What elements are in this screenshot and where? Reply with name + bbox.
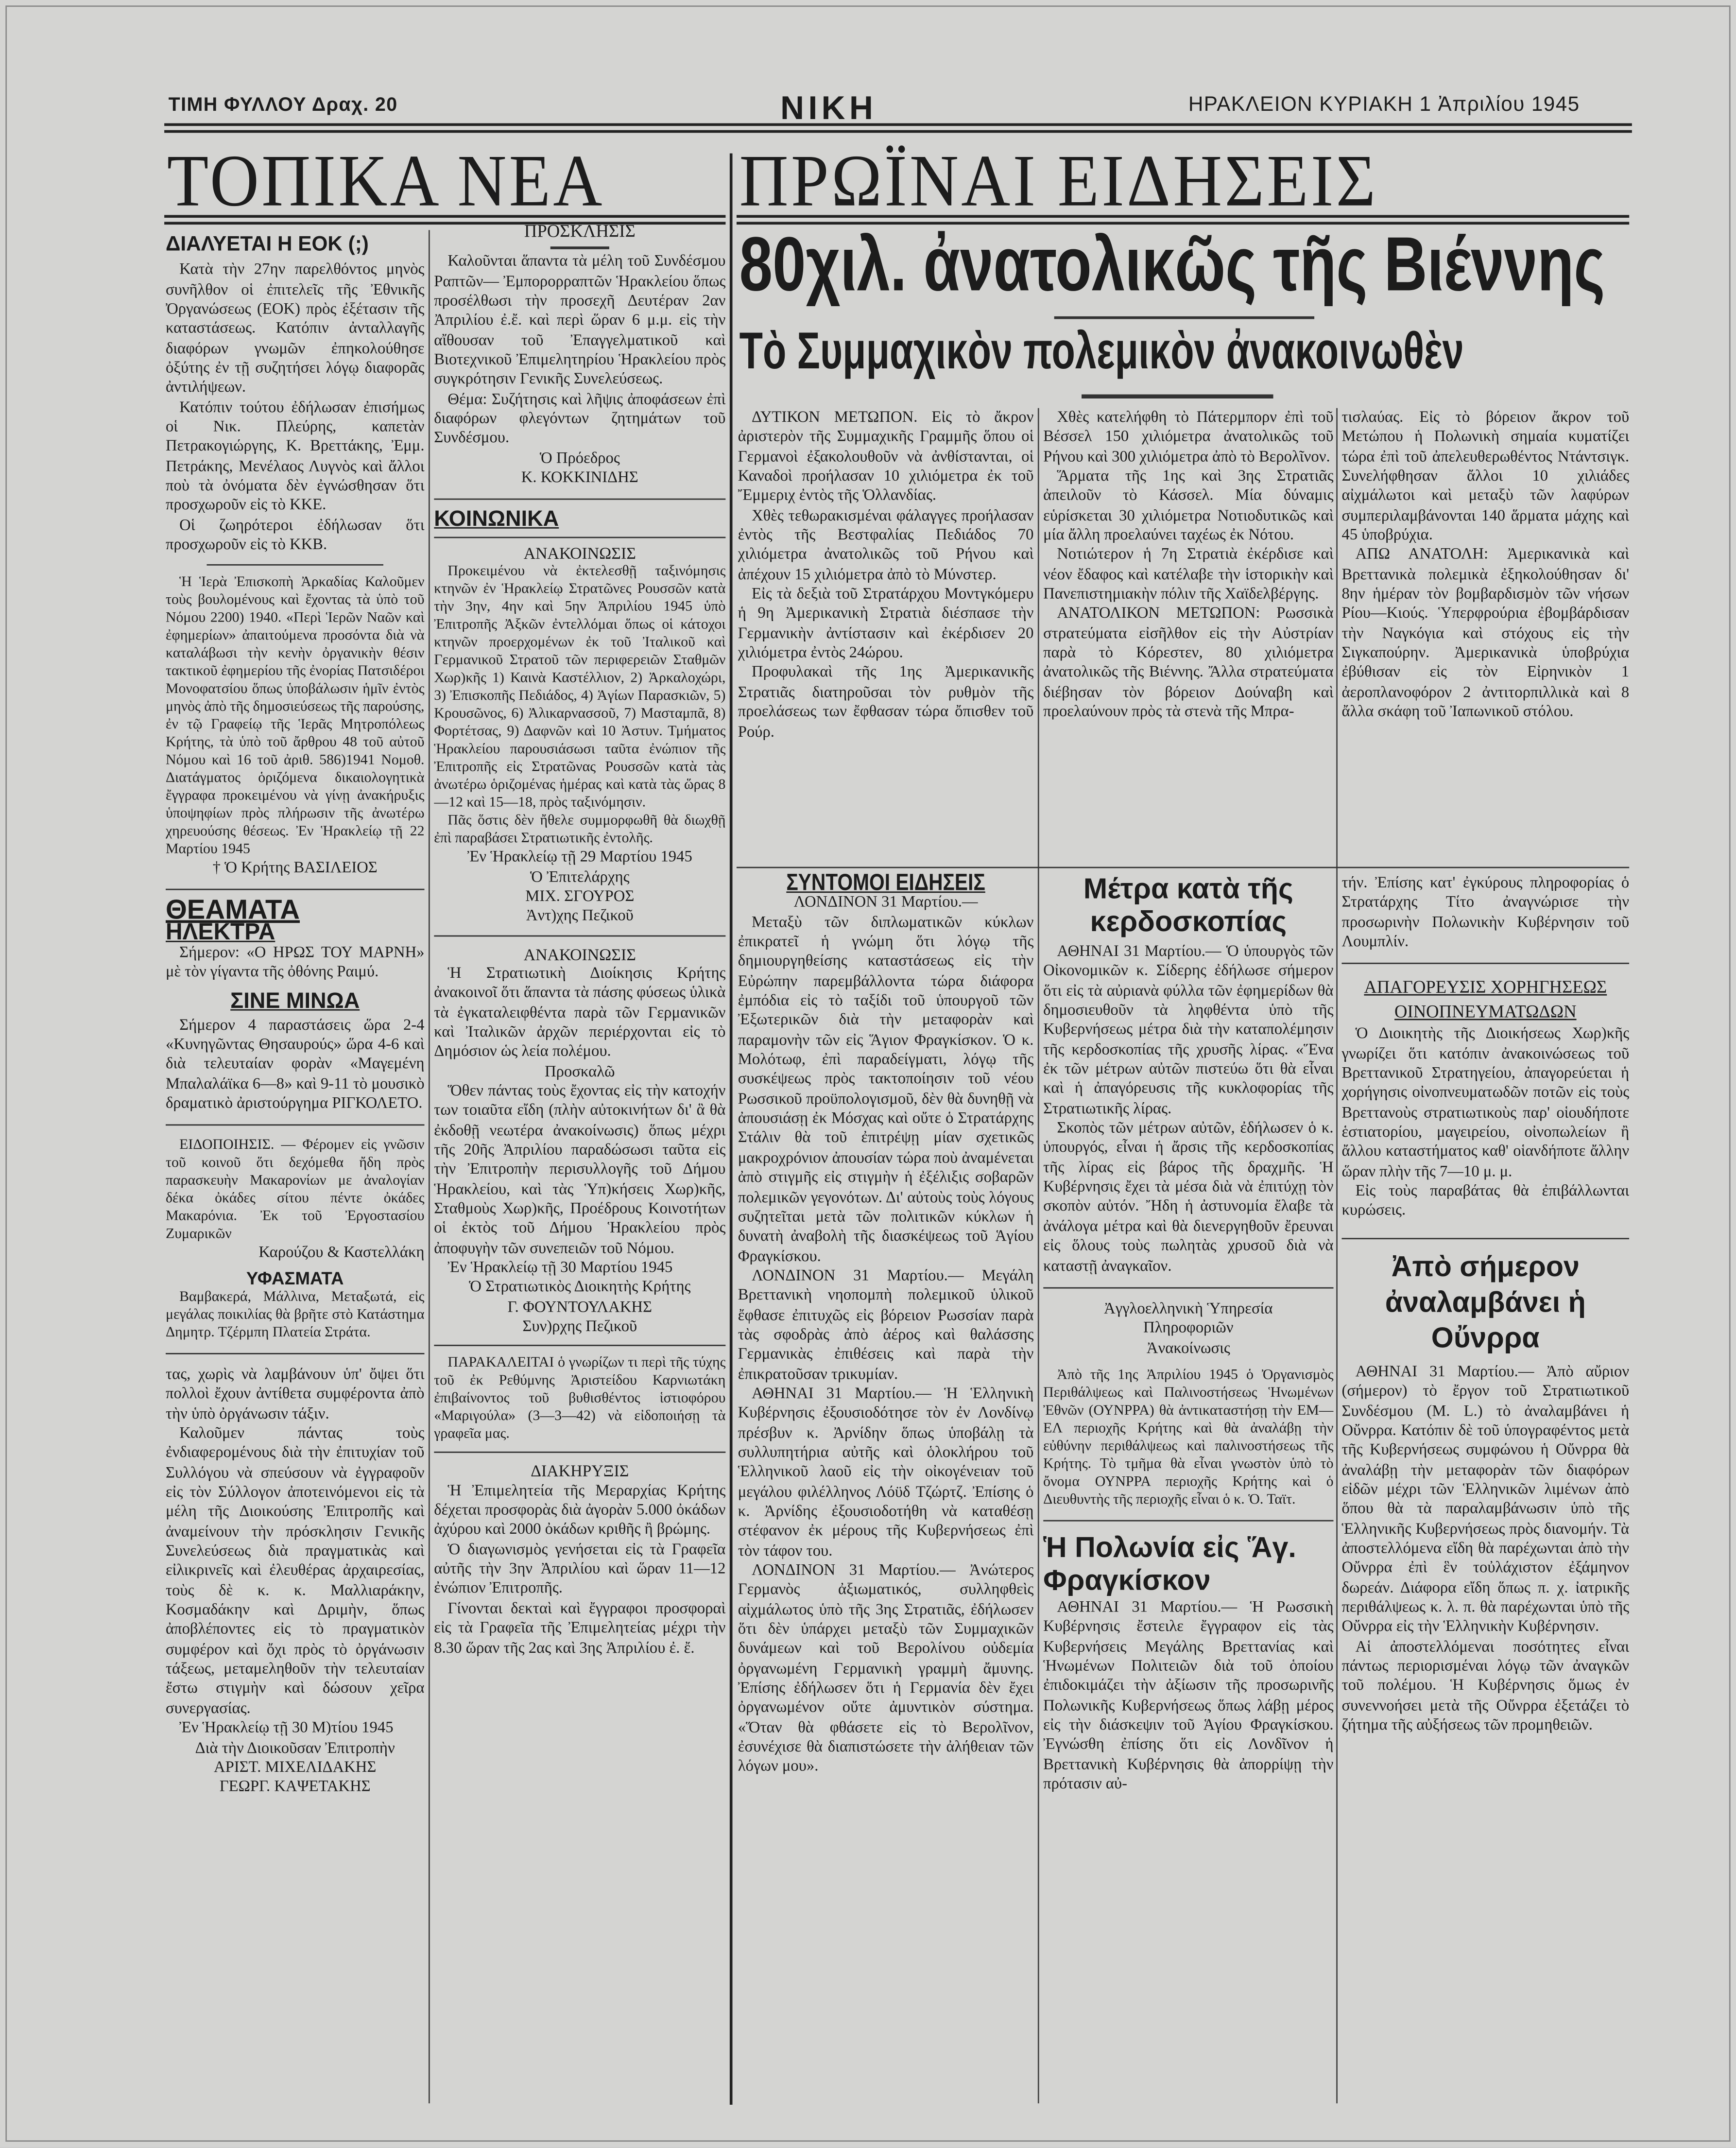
paragraph: Ὅθεν πάντας τοὺς ἔχοντας εἰς τὴν κατοχήν των τοιαῦτα εἴδη (πλὴν αὐτοκινήτων δι' ἃ θὰ ἐκδοθῇ νεωτέρα ἀνακοίνωσις) ὅπως μέχρι τῆς 20ῆς Ἀπριλίου παραδώσωσι ταῦτα εἰς τὴν Ἐπιτροπὴν περισυλλογῆς τοῦ Δήμου Ἡρακλείου, καὶ τὰς Ὑπ)κήσεις Χωρ)κῆς, Σταθμοὺς Χωρ)κῆς, Προέδρους Κοινοτήτων οἱ ἐκτὸς τοῦ Δήμου Ἡρακλείου πρὸς ἀποφυγὴν τῶν συνεπειῶν τοῦ Νόμου.	[434, 1081, 726, 1257]
lead-column-b	[1043, 408, 1333, 863]
price: ΤΙΜΗ ΦΥΛΛΟΥ Δραχ. 20	[168, 93, 398, 115]
column-short-news	[738, 874, 1034, 2106]
column-divider	[1336, 408, 1338, 2103]
section-morning-news: ΠΡΩΪΝΑΙ ΕΙΔΗΣΕΙΣ	[739, 139, 1378, 222]
paragraph: Μεταξὺ τῶν διπλωματικῶν κύκλων ἐπικρατεῖ ἡ γνώμη ὅτι λόγῳ τῆς δημιουργηθείσης καταστάσεως εἰς τὴν Εὐρώπην παρεμβάλλοντα τώρα διάφορα ἐμπόδια εἰς τὸ ταξίδι τοῦ ὑπουργοῦ τῶν Ἐξωτερικῶν διὰ τὴν μεταφορὰν καὶ παραμονὴν τῶν εἰς Ἅγιον Φραγκίσκον. Ὁ κ. Μολότωφ, ἐπὶ παραδείγματι, λόγῳ τῆς συσκέψεως πρὸς τακτοποίησιν τοῦ νέου Ρωσσικοῦ προϋπολογισμοῦ, δὲν θὰ δυνηθῇ νὰ ἀπουσιάσῃ ἐκ Μόσχας καὶ οὔτε ὁ Στρατάρχης Στάλιν θὰ τοῦ ἐπιτρέψῃ μίαν σχετικῶς μακροχρόνιον ἀπουσίαν τώρα ποὺ ἀναμένεται ἀπὸ στιγμῆς εἰς στιγμὴν ἡ ἐξέλιξις σοβαρῶν πολεμικῶν γεγονότων. Δι' αὐτοὺς τοὺς λόγους συζητεῖται μετὰ τῶν πολιτικῶν κύκλων ἡ δυνατὴ ἀναβολὴ τῆς διασκέψεως τοῦ Ἁγίου Φραγκίσκου.	[738, 913, 1034, 1265]
paragraph: ΕΙΔΟΠΟΙΗΣΙΣ. — Φέρομεν εἰς γνῶσιν τοῦ κοινοῦ ὅτι δεχόμεθα ἤδη πρὸς παρασκευὴν Μακαρονίων με ἀναλογίαν δέκα ὀκάδες σίτου πέντε ὀκάδες Μακαρόνια. Ἐκ τοῦ Ἐργοστασίου Ζυμαρικῶν	[165, 1138, 425, 1243]
heading: Ἀνακοίνωσις	[1146, 1338, 1230, 1357]
paragraph: Θέμα: Συζήτησις καὶ λῆψις ἀποφάσεων ἐπὶ διαφόρων φλεγόντων ζητημάτων τοῦ Συνδέσμου.	[434, 390, 726, 447]
paragraph: Ἀπὸ τῆς 1ης Ἀπριλίου 1945 ὁ Ὀργανισμὸς Περιθάλψεως καὶ Παλινοστήσεως Ἡνωμένων Ἐθνῶν (ΟΥΝΡΡΑ) θὰ ἀντικαταστήσῃ τὴν ΕΜ—ΕΛ περιοχῆς Κρήτης καὶ θὰ ἀναλάβῃ τὴν εὐθύνην περιθάλψεως καὶ παλινοστήσεως τῆς Κρήτης. Τὸ τμῆμα θὰ εἶναι γνωστὸν ὑπὸ τὸ ὄνομα ΟΥΝΡΡΑ περιοχῆς Κρήτης καὶ ὁ Διευθυντὴς τῆς περιοχῆς εἶναι ὁ κ. Ὁ. Ταϊτ.	[1043, 1368, 1334, 1508]
lead-subheadline: Τὸ Συμμαχικὸν πολεμικὸν ἀνακοινωθὲν	[739, 323, 1464, 381]
heading-anakoinosis: ΑΝΑΚΟΙΝΩΣΙΣ	[523, 944, 636, 964]
heading-sine-minoa: ΣΙΝΕ ΜΙΝΩΑ	[230, 990, 360, 1014]
signature: Ὁ Στρατιωτικὸς Διοικητὴς Κρήτης	[469, 1278, 691, 1296]
paragraph: Καλοῦνται ἅπαντα τὰ μέλη τοῦ Συνδέσμου Ραπτῶν— Ἐμπορορραπτῶν Ἡρακλείου ὅπως προσέλθωσι τὴν προσεχῆ Δευτέραν 2αν Ἀπριλίου ἐ.ἔ. καὶ περὶ ὥραν 6 μ.μ. εἰς τὴν αἴθουσαν τοῦ Ἐπαγγελματικοῦ καὶ Βιοτεχνικοῦ Ἐπιμελητηρίου Ἡρακλείου πρὸς συγκρότησιν Γενικῆς Συνελεύσεως.	[434, 252, 726, 388]
column-measures	[1043, 874, 1333, 2106]
paragraph: Ἐν Ἡρακλείῳ τῇ 30 Μ)τίου 1945	[179, 1718, 394, 1737]
paragraph: ΑΘΗΝΑΙ 31 Μαρτίου.— Ἡ Ἑλληνικὴ Κυβέρνησις ἐξουσιοδότησε τὸν ἐν Λονδίνῳ πρέσβυν κ. Ἀρνίδην ὅπως ὑποβάλῃ τὰ συλλυπητήρια αὐτῆς καὶ ὁλοκλήρου τοῦ Ἑλληνικοῦ λαοῦ εἰς τὴν οἰκογένειαν τοῦ μεγάλου φιλέλληνος Λόϋδ Τζώρτζ. Ἐπίσης ὁ κ. Ἀρνίδης ἐξουσιοδοτήθη νὰ καταθέσῃ στέφανον ἐκ μέρους τῆς Κυβερνήσεως ἐπὶ τὸν τάφον του.	[738, 1384, 1034, 1559]
rule	[737, 867, 1629, 868]
paragraph: τήν. Ἐπίσης κατ' ἐγκύρους πληροφορίας ὁ Στρατάρχης Τίτο ἀναγνώρισε τὴν προσωρινὴν Πολωνικὴν Κυβέρνησιν τοῦ Λουμπλίν.	[1341, 873, 1630, 951]
rule	[434, 935, 725, 936]
rule	[166, 1125, 425, 1126]
paragraph: ΑΘΗΝΑΙ 31 Μαρτίου.— Ἡ Ρωσσικὴ Κυβέρνησις ἔστειλε ἔγγραφον εἰς τὰς Κυβερνήσεις Μεγάλης Βρεττανίας καὶ Ἡνωμένων Πολιτειῶν διὰ τοῦ ὁποίου ἐπιδοκιμάζει τὴν ἀξίωσιν τῆς προσωρινῆς Πολωνικῆς Κυβερνήσεως ὅπως λάβῃ μέρος εἰς τὴν διάσκεψιν τοῦ Ἁγίου Φραγκίσκου. Ἐγνώσθη ἐπίσης ὅτι εἰς Λονδῖνον ἡ Βρεττανικὴ Κυβέρνησις θὰ ἀπορρίψῃ τὴν πρότασιν αὐ-	[1043, 1598, 1334, 1793]
dateline: ΛΟΝΔΙΝΟΝ 31 Μαρτίου.—	[793, 893, 978, 911]
heading-short-news: ΣΥΝΤΟΜΟΙ ΕΙΔΗΣΕΙΣ	[786, 873, 985, 896]
rule	[1043, 1287, 1333, 1288]
rule	[434, 537, 725, 538]
paragraph: Ἡ Ἐπιμελητεία τῆς Μεραρχίας Κρήτης δέχεται προσφορὰς διὰ ἀγορὰν 5.000 ὀκάδων ἀχύρου καὶ 2000 ὀκάδων κριθῆς ἢ βρώμης.	[434, 1481, 726, 1539]
paragraph: Ἅρματα τῆς 1ης καὶ 3ης Στρατιᾶς ἀπειλοῦν τὸ Κάσσελ. Μία δύναμις εὑρίσκεται 30 χιλιόμετρα Νοτιοδυτικῶς καὶ μία ἄλλη προελαύνει ταχέως ἐκ Νότου.	[1043, 467, 1334, 544]
heading-anakoinosis: ΑΝΑΚΟΙΝΩΣΙΣ	[523, 543, 636, 563]
paragraph: ΔΥΤΙΚΟΝ ΜΕΤΩΠΟΝ. Εἰς τὸ ἄκρον ἀριστερὸν τῆς Συμμαχικῆς Γραμμῆς ὅπου οἱ Γερμανοὶ ἐξακολουθοῦν νὰ ἀνθίστανται, οἱ Καναδοὶ προήλασαν 10 χιλιόμετρα ἐκ τοῦ Ἔμμεριχ ἐντὸς τῆς Ὁλλανδίας.	[738, 408, 1034, 505]
paragraph: Σήμερον: «Ο ΗΡΩΣ ΤΟΥ ΜΑΡΝΗ» μὲ τὸν γίγαντα τῆς ὀθόνης Ραιμύ.	[165, 943, 425, 981]
paragraph: ΛΟΝΔΙΝΟΝ 31 Μαρτίου.— Ἀνώτερος Γερμανὸς ἀξιωματικός, συλληφθεὶς αἰχμάλωτος ὑπὸ τῆς 3ης Στρατιᾶς, ἐδήλωσεν ὅτι δὲν ὑπάρχει μεταξὺ τῶν Συμμαχικῶν δυνάμεων καὶ τοῦ Βερολίνου οὐδεμία ὀργανωμένη Γερμανικὴ γραμμὴ ἄμυνης. Ἐπίσης ἐδήλωσεν ὅτι ἡ Γερμανία δὲν ἔχει ὀργανωμένον οὔτε ἀμυντικὸν σύστημα. «Ὅταν θὰ φθάσετε εἰς τὸ Βερολῖνον, ἐσυνέχισε θὰ διαπιστώσετε τὴν ἀλήθειαν τῶν λόγων μου».	[738, 1561, 1034, 1776]
signature: ΑΡΙΣΤ. ΜΙΧΕΛΙΔΑΚΗΣ	[214, 1758, 377, 1776]
signature: Ὁ Ἐπιτελάρχης	[530, 867, 630, 885]
signature: Καρούζου & Καστελλάκη	[258, 1244, 425, 1262]
heading-theamata: ΘΕΑΜΑΤΑ	[165, 895, 300, 926]
paragraph: Αἱ ἀποστελλόμεναι ποσότητες εἶναι πάντως περιορισμέναι λόγῳ τῶν ἀναγκῶν τοῦ πολέμου. Ἡ Κυβέρνησις ὅμως ἐν συνεννοήσει μετὰ τῆς Οὔνρρα ἐξετάζει τὸ ζήτημα τῆς αὐξήσεως τῶν προμηθειῶν.	[1341, 1637, 1630, 1734]
paragraph: Γίνονται δεκταὶ καὶ ἔγγραφοι προσφοραὶ εἰς τὰ Γραφεῖα τῆς Ἐπιμελητείας μέχρι τὴν 8.30 ὥραν τῆς 2ας καὶ 3ης Ἀπριλίου ἐ. ἔ.	[434, 1599, 726, 1657]
column-divider	[1038, 408, 1039, 2103]
paragraph: Σκοπὸς τῶν μέτρων αὐτῶν, ἐδήλωσεν ὁ κ. ὑπουργός, εἶναι ἡ ἄρσις τῆς κερδοσκοπίας τῆς λίρας εἰς βάρος τῆς δραχμῆς. Ἡ Κυβέρνησις ἔχει τὰ μέσα διὰ νὰ ἐπιτύχῃ τὸν σκοπὸν αὐτόν. Ἤδη ἡ ἀστυνομία ἔλαβε τὰ ἀνάλογα μέτρα καὶ θὰ διενεργηθοῦν ἔρευναι εἰς ὅλους τοὺς πωλητὰς χρυσοῦ διὰ νὰ καταστῇ ἀναγκαῖον.	[1043, 1119, 1334, 1274]
paragraph: Ἐν Ἡρακλείῳ τῇ 29 Μαρτίου 1945	[467, 848, 692, 866]
paragraph: Προκειμένου νὰ ἐκτελεσθῇ ταξινόμησις κτηνῶν ἐν Ἡρακλείῳ Στρατῶνες Ρουσσῶν κατὰ τὴν 3ην, 4ην καὶ 5ην Ἀπριλίου 1945 ὑπὸ Ἐπιτροπῆς Ἀξκῶν ἐντελλόμαι ὅπως οἱ κάτοχοι κτηνῶν προερχομένων ἐκ τοῦ Ἰταλικοῦ καὶ Γερμανικοῦ Στρατοῦ τῶν περιφερειῶν Σταθμῶν Χωρ)κῆς 1) Καινὰ Καστέλλιον, 2) Ἀρκαλοχώρι, 3) Ἐπισκοπῆς Πεδιάδος, 4) Ἁγίων Παρασκιῶν, 5) Κρουσῶνος, 6) Ἀλικαρνασσοῦ, 7) Μασταμπᾶ, 8) Φορτέτσας, 9) Δαφνῶν καὶ 10 Ἀστυν. Τμήματος Ἡρακλείου παρουσιάσωσι ταῦτα ἐνώπιον τῆς Ἐπιτροπῆς εἰς Στρατῶνας Ρουσσῶν κατὰ τὰς ἀνωτέρω ὁριζομένας ἡμέρας καὶ κατὰ τὰς ὥρας 8—12 καὶ 15—18, πρὸς ταξινόμησιν.	[434, 564, 726, 811]
rule	[166, 888, 425, 890]
rule	[1341, 1238, 1629, 1239]
paragraph: ΑΘΗΝΑΙ 31 Μαρτίου.— Ὁ ὑπουργὸς τῶν Οἰκονομικῶν κ. Σίδερης ἐδήλωσε σήμερον ὅτι εἰς τὰ αὐριανὰ φύλλα τῶν ἐφημερίδων θὰ δημοσιευθοῦν τὰ ληφθέντα ὑπὸ τῆς Κυβερνήσεως μέτρα διὰ τὴν καταπολέμησιν τῆς κερδοσκοπίας τῆς χρυσῆς λίρας. «Ἕνα ἐκ τῶν μέτρων αὐτῶν πιστεύω ὅτι θὰ εἶναι καὶ ἡ ἀπαγόρευσις τῆς κυκλοφορίας τῆς Στρατιωτικῆς λίρας.	[1043, 942, 1334, 1117]
column-divider	[730, 154, 733, 2105]
paragraph: Κατόπιν τούτου ἐδήλωσαν ἐπισήμως οἱ Νικ. Πλεύρης, καπετὰν Πετρακογιώργης, Κ. Βρεττάκης, Ἐμμ. Πετράκης, Μενέλαος Λυγνὸς καὶ ἄλλοι ποὺ τὰ ὀνόματα δὲν ἐγνώσθησαν ὅτι προσχωροῦν εἰς τὸ ΚΚΕ.	[165, 398, 425, 514]
signature: Ὁ Πρόεδρος	[539, 449, 620, 467]
rule	[1082, 395, 1273, 398]
paragraph: Σήμερον 4 παραστάσεις ὥρα 2-4 «Κυνηγῶντας Θησαυρούς» ὥρα 4-6 καὶ διὰ τελευταίαν φορὰν «Μαγεμένη Μπαλαλάϊκα 6—8» καὶ 9-11 τὸ μουσικὸ δραματικὸ ἀριστούργημα ΡΙΓΚΟΛΕΤΟ.	[165, 1015, 425, 1112]
heading: Ἀγγλοελληνικὴ Ὑπηρεσία	[1104, 1299, 1273, 1317]
lead-column-c	[1341, 408, 1629, 863]
headline-eok: ΔΙΑΛΥΕΤΑΙ Η ΕΟΚ (;)	[165, 233, 369, 256]
heading: Πληροφοριῶν	[1143, 1319, 1234, 1337]
paragraph: Εἰς τοὺς παραβάτας θὰ ἐπιβάλλωνται κυρώσεις.	[1341, 1182, 1630, 1220]
paragraph: ΑΘΗΝΑΙ 31 Μαρτίου.— Ἀπὸ αὔριον (σήμερον) τὸ ἔργον τοῦ Στρατιωτικοῦ Συνδέσμου (Μ. L.) τὸ ἀναλαμβάνει ἡ Οὔνρρα. Κατόπιν δὲ τοῦ ὑπογραφέντος μετὰ τῆς Κυβερνήσεως συμφώνου ἡ Οὔνρρα θὰ ἀναλάβῃ τὴν μεταφορὰν τῶν διαφόρων εἰδῶν μέχρι τῶν Ἑλληνικῶν λιμένων ἀπὸ ὅπου θὰ τὰ παραλαμβάνωσιν ὑπὸ τῆς Ἑλληνικῆς Κυβερνήσεως πρὸς διανομήν. Τὰ ἀποστελλόμενα εἴδη θὰ παρέχωνται ἀπὸ τὴν Οὔνρρα ἐπὶ ἓν τοὐλάχιστον ἐξάμηνον δωρεάν. Διάφορα εἴδη ὅπως π. χ. ἰατρικῆς περιθάλψεως κ. λ. π. θὰ παρέχωνται ὑπὸ τῆς Οὔνρρα εἰς τὴν Ἑλληνικὴν Κυβέρνησιν.	[1341, 1362, 1630, 1636]
column-right	[1341, 874, 1629, 2106]
rule	[166, 1353, 425, 1354]
paragraph: Κατὰ τὴν 27ην παρελθόντος μηνὸς συνῆλθον οἱ ἐπιτελεῖς τῆς Ἐθνικῆς Ὀργανώσεως (ΕΟΚ) πρὸς ἐξέτασιν τῆς καταστάσεως. Κατόπιν ἀνταλλαγῆς διαφόρων γνωμῶν ἐπηκολούθησε ὀξύτης ἐν τῇ συζητήσει λόγῳ διαφορᾶς ἀντιλήψεων.	[165, 260, 425, 397]
rule	[434, 1345, 725, 1347]
paragraph: Ὁ διαγωνισμὸς γενήσεται εἰς τὰ Γραφεῖα αὐτῆς τὴν 3ην Ἀπριλίου καὶ ὥραν 11—12 ἐνώπιον Ἐπιτροπῆς.	[434, 1540, 726, 1597]
heading-measures: Μέτρα κατὰ τῆς κερδοσκοπίας	[1083, 873, 1293, 938]
signature: Συν)ρχης Πεζικοῦ	[522, 1317, 637, 1335]
paragraph: Ὁ Διοικητὴς τῆς Διοικήσεως Χωρ)κῆς γνωρίζει ὅτι κατόπιν ἀνακοινώσεως τοῦ Βρεττανικοῦ Στρατηγείου, ἀπαγορεύεται ἡ χορήγησις οἰνοπνευματωδῶν ποτῶν εἰς τοὺς Βρεττανοὺς στρατιωτικοὺς παρ' οἱουδήποτε ἑστιατορίου, μαγειρείου, οἰνοπωλείων ἢ ἄλλου καταστήματος καθ' οἱανδήποτε ἄλλην ὥραν πλὴν τῆς 7—10 μ. μ.	[1341, 1024, 1630, 1180]
heading-ban: ΑΠΑΓΟΡΕΥΣΙΣ ΧΟΡΗΓΗΣΕΩΣ ΟΙΝΟΠΝΕΥΜΑΤΩΔΩΝ	[1364, 977, 1607, 1022]
paragraph: ΛΟΝΔΙΝΟΝ 31 Μαρτίου.— Μεγάλη Βρεττανικὴ νηοπομπὴ πολεμικοῦ ὑλικοῦ ἔφθασε ἐπιτυχῶς εἰς βόρειον Ρωσσίαν παρὰ τὰς σφοδρὰς ἀπὸ ἀέρος καὶ θαλάσσης Γερμανικὰς ἐπιθέσεις καὶ παρὰ τὴν ἐπικρατοῦσαν τρικυμίαν.	[738, 1266, 1034, 1383]
signature: Γ. ΦΟΥΝΤΟΥΛΑΚΗΣ	[507, 1298, 653, 1316]
lead-headline: 80χιλ. ἀνατολικῶς τῆς Βιέννης	[739, 220, 1605, 307]
column-2	[434, 222, 725, 2106]
lead-column-a	[738, 408, 1034, 863]
rule	[434, 1452, 725, 1454]
paragraph: τισλαύας. Εἰς τὸ βόρειον ἄκρον τοῦ Μετώπου ἡ Πολωνικὴ σημαία κυματίζει τώρα ἐπὶ τοῦ ἀπελευθερωθέντος Ντάντσιγκ. Συνελήφθησαν ἄλλοι 10 χιλιάδες αἰχμάλωτοι καὶ μεταξὺ τῶν λαφύρων συμπεριλαμβάνονται 140 ἅρματα μάχης καὶ 45 ὑποβρύχια.	[1341, 408, 1630, 544]
paragraph: Οἱ ζωηρότεροι ἐδήλωσαν ὅτι προσχωροῦν εἰς τὸ ΚΚΒ.	[165, 516, 425, 554]
paragraph: Ἡ Ἱερὰ Ἐπισκοπὴ Ἀρκαδίας Καλοῦμεν τοὺς βουλομένους καὶ ἔχοντας τὰ ὑπὸ τοῦ Νόμου 2200) 1940. «Περὶ Ἱερῶν Ναῶν καὶ ἐφημερίων» ἀπαιτούμενα προσόντα διὰ νὰ καταλάβωσι τὴν κενὴν ὀργανικὴν θέσιν τακτικοῦ ἐφημερίου τῆς ἐνορίας Πατσιδέροι Μονοφατσίου ὅπως ὑποβάλωσιν ἡμῖν ἐντὸς μηνὸς ἀπὸ τῆς δημοσιεύσεως τῆς παρούσης, ἐν τῷ Γραφείῳ τῆς Ἱερᾶς Μητροπόλεως Κρήτης, τὰ ὑπὸ τοῦ ἄρθρου 48 τοῦ αὐτοῦ Νόμου καὶ 16 τοῦ ἀριθ. 586)1941 Νομοθ. Διατάγματος ὁριζόμενα δικαιολογητικὰ ἔγγραφα προκειμένου νὰ γίνῃ ἀνακήρυξις ὑποψηφίων πρὸς πλήρωσιν τῆς ἀνωτέρω χηρευούσης θέσεως. Ἐν Ἡρακλείῳ τῇ 22 Μαρτίου 1945	[165, 574, 425, 857]
paragraph: Βαμβακερά, Μάλλινα, Μεταξωτά, εἰς μεγάλας ποικιλίας θὰ βρῆτε στὸ Κατάστημα Δημητρ. Τζέρμπη Πλατεία Στράτα.	[165, 1290, 425, 1341]
column-1	[166, 233, 425, 2106]
heading-diakiryxis: ΔΙΑΚΗΡΥΞΙΣ	[531, 1461, 629, 1481]
paragraph: Ἐν Ἡρακλείῳ τῇ 30 Μαρτίου 1945	[447, 1258, 673, 1277]
newspaper-title: ΝΙΚΗ	[780, 90, 877, 128]
section-local-news: ΤΟΠΙΚΑ ΝΕΑ	[167, 139, 605, 222]
signature: Ἀντ)χης Πεζικοῦ	[526, 906, 634, 925]
masthead-rule	[164, 123, 1632, 133]
paragraph: Ἡ Στρατιωτικὴ Διοίκησις Κρήτης ἀνακοινοῖ ὅτι ἅπαντα τὰ πάσης φύσεως ὑλικὰ τὰ ἐγκαταλειφθέντα παρὰ τῶν Γερμανικῶν καὶ Ἰταλικῶν ἀρχῶν περιέρχονται εἰς τὸ Δημόσιον ὡς λεία πολέμου.	[434, 964, 726, 1060]
paragraph: ΠΑΡΑΚΑΛΕΙΤΑΙ ὁ γνωρίζων τι περὶ τῆς τύχης τοῦ ἐκ Ρεθύμνης Ἀριστείδου Καρνιωτάκη ἐπιβαίνοντος τοῦ βυθισθέντος ἱστιοφόρου «Μαριγούλα» (3—3—42) νὰ εἰδοποιήσῃ τὰ γραφεῖα μας.	[434, 1356, 726, 1443]
rule	[1043, 1520, 1333, 1521]
paragraph: Νοτιώτερον ἡ 7η Στρατιὰ ἐκέρδισε καὶ νέον ἔδαφος καὶ κατέλαβε τὴν ἱστορικὴν καὶ Πανεπιστημιακὴν πόλιν τῆς Χαϊδελβέργης.	[1043, 545, 1334, 603]
column-divider	[429, 230, 430, 2103]
signature: ΓΕΩΡΓ. ΚΑΨΕΤΑΚΗΣ	[219, 1778, 371, 1796]
heading-koinonika: ΚΟΙΝΩΝΙΚΑ	[434, 508, 559, 532]
paragraph: Πᾶς ὅστις δὲν ἤθελε συμμορφωθῆ θὰ διωχθῇ ἐπὶ παραβάσει Στρατιωτικῆς ἐντολῆς.	[434, 814, 726, 847]
paragraph: ΑΠΩ ΑΝΑΤΟΛΗ: Ἀμερικανικὰ καὶ Βρεττανικὰ πολεμικὰ ἐξηκολούθησαν δι' 8ην ἡμέραν τὸν βομβαρδισμὸν τῶν νήσων Ρίου—Κιούς. Ὑπερφρούρια ἐβομβάρδισαν τὴν Ναγκόγια καὶ στόχους εἰς τὴν Σιγκαπούρην. Ἀμερικανικὰ ὑποβρύχια ἐβύθισαν εἰς τὸν Εἰρηνικὸν 1 ἀεροπλανοφόρον 2 ἀντιτορπιλλικὰ καὶ 8 ἄλλα σκάφη τοῦ Ἰαπωνικοῦ στόλου.	[1341, 545, 1630, 721]
paragraph: Καλοῦμεν πάντας τοὺς ἐνδιαφερομένους διὰ τὴν ἐπιτυχίαν τοῦ Συλλόγου νὰ σπεύσουν νὰ ἐγγραφοῦν εἰς τὸν Σύλλογον ἀποτεινόμενοι εἰς τὰ μέλη τῆς Διοικούσης Ἐπιτροπῆς καὶ ἀναμείνουν τὴν πρόσκλησιν Γενικῆς Συνελεύσεως διὰ πραγματικὰς καὶ εἰλικρινεῖς καὶ ἐλευθέρας ἀρχαιρεσίας, τοὺς δὲ κ. κ. Μαλλιαράκην, Κοσμαδάκην καὶ Δριμὴν, ὅπως ἀποβλέποντες εἰς τὸ πραγματικὸν συμφέρον καὶ ὄχι πρὸς τὸ ὀργάνωσιν τάξεως, μεταμεληθοῦν τὴν τελευταίαν ἔστω στιγμὴν καὶ δώσουν χεῖρα συνεργασίας.	[165, 1424, 425, 1717]
heading-prosklisis: ΠΡΟΣΚΛΗΣΙΣ	[524, 222, 636, 241]
heading-unrra: Ἀπὸ σήμερον ἀναλαμβάνει ἡ Οὔνρρα	[1385, 1251, 1586, 1354]
paragraph: Προσκαλῶ	[545, 1062, 615, 1080]
heading-poland: Ἡ Πολωνία εἰς Ἅγ. Φραγκίσκον	[1043, 1532, 1296, 1597]
paragraph: ΑΝΑΤΟΛΙΚΟΝ ΜΕΤΩΠΟΝ: Ρωσσικὰ στρατεύματα εἰσῆλθον εἰς τὴν Αὐστρίαν παρὰ τὸ Κόρεστεν, 80 χιλιόμετρα ἀνατολικῶς τῆς Βιέννης. Ἄλλα στρατεύματα διέβησαν τὸν βόρειον Δούναβη καὶ προελαύνουν πρὸς τὰ στενὰ τῆς Μπρα-	[1043, 604, 1334, 721]
rule	[1054, 316, 1314, 319]
paragraph: Χθὲς κατελήφθη τὸ Πάτερμπορν ἐπὶ τοῦ Βέσσελ 150 χιλιόμετρα ἀνατολικῶς τοῦ Ρήνου καὶ 300 χιλιόμετρα ἀπὸ τὸ Βερολῖνον.	[1043, 408, 1334, 466]
paragraph: Εἰς τὰ δεξιὰ τοῦ Στρατάρχου Μοντγκόμερυ ἡ 9η Ἀμερικανικὴ Στρατιὰ διέσπασε τὴν Γερμανικὴν ἀντίστασιν καὶ ἐκέρδισεν 20 χιλιόμετρα ἐντὸς 24ώρου.	[738, 585, 1034, 662]
paragraph: Προφυλακαὶ τῆς 1ης Ἀμερικανικῆς Στρατιᾶς διατηροῦσαι τὸν ρυθμὸν τῆς προελάσεως των ἔφθασαν τώρα ὄπισθεν τοῦ Ρούρ.	[738, 663, 1034, 741]
heading-ilektra: ΗΛΕΚΤΡΑ	[165, 919, 275, 945]
signature: Κ. ΚΟΚΚΙΝΙΔΗΣ	[521, 468, 638, 486]
rule	[434, 499, 725, 501]
signature: Διὰ τὴν Διοικοῦσαν Ἐπιτροπὴν	[195, 1738, 395, 1756]
paragraph: Χθὲς τεθωρακισμέναι φάλαγγες προήλασαν ἐντὸς τῆς Βεστφαλίας Πεδιάδος 70 χιλιόμετρα ἀνατολικῶς τοῦ Ρήνου καὶ ἀπέχουν 15 χιλιόμετρα ἀπὸ τὸ Μύνστερ.	[738, 506, 1034, 583]
signature: ΜΙΧ. ΣΓΟΥΡΟΣ	[525, 887, 635, 905]
dateline: ΗΡΑΚΛΕΙΟΝ ΚΥΡΙΑΚΗ 1 Ἀπριλίου 1945	[1188, 93, 1580, 117]
rule	[1341, 963, 1629, 965]
rule	[550, 247, 609, 250]
heading-yfasmata: ΥΦΑΣΜΑΤΑ	[246, 1267, 344, 1288]
paragraph: τας, χωρὶς νὰ λαμβάνουν ὑπ' ὄψει ὅτι πολλοὶ ἔχουν ἀντίθετα συμφέροντα ἀπὸ τὴν ὑπὸ ὀργάνωσιν τάξιν.	[165, 1365, 425, 1422]
rule	[206, 564, 383, 565]
signature: † Ὁ Κρήτης ΒΑΣΙΛΕΙΟΣ	[212, 858, 378, 876]
